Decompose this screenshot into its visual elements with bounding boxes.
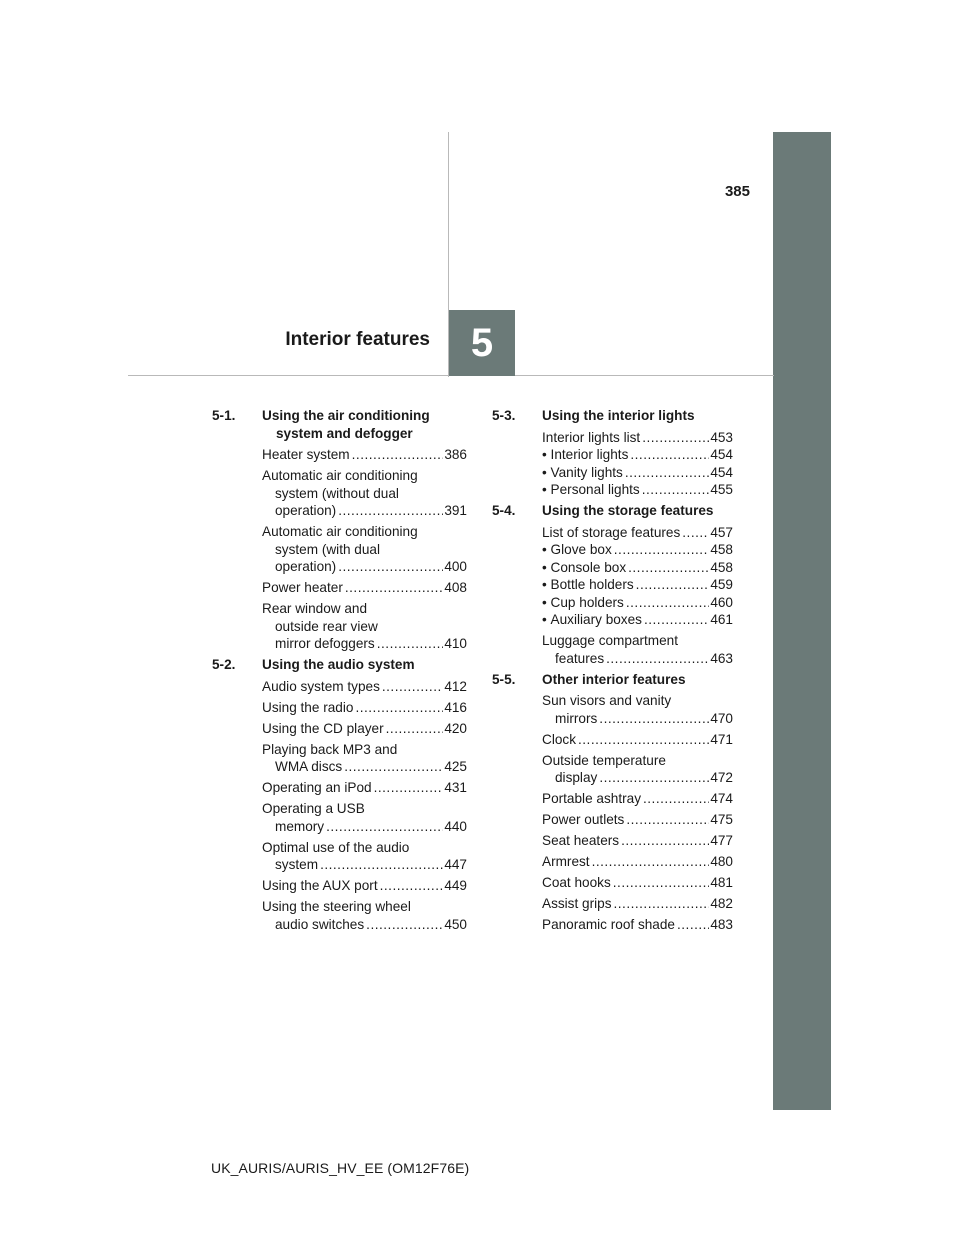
toc-entry-label: • Glove box [542, 541, 612, 559]
toc-entry-label: operation) [275, 503, 337, 518]
toc-entry-row [542, 481, 733, 499]
toc-leader-dots [382, 678, 443, 696]
toc-section-heading [492, 407, 733, 425]
toc-section-number: 5-3. [492, 408, 516, 423]
toc-leader-dots [614, 895, 710, 913]
toc-entry-page: 454 [710, 447, 733, 462]
toc-leader-dots [626, 811, 709, 829]
toc-entry-row [262, 720, 467, 738]
chapter-title: Interior features [285, 329, 430, 350]
toc-entry[interactable] [542, 594, 733, 612]
toc-entry-row [262, 916, 467, 934]
toc-entry[interactable] [262, 579, 467, 597]
toc-entry-row [542, 832, 733, 850]
toc-entry-label: Panoramic roof shade [542, 917, 675, 932]
toc-entry[interactable] [542, 524, 733, 542]
toc-entry-text-line: system (without dual [275, 485, 399, 501]
toc-leader-dots [377, 635, 444, 653]
toc-section-heading [212, 656, 467, 674]
toc-entry[interactable] [262, 467, 467, 520]
toc-entry-row [542, 731, 733, 749]
toc-entry-page: 483 [710, 917, 733, 932]
toc-leader-dots [628, 559, 709, 577]
toc-entry-page: 425 [444, 759, 467, 774]
toc-leader-dots [644, 611, 709, 629]
toc-leader-dots [642, 481, 710, 499]
toc-section-title-line: system and defogger [276, 425, 413, 441]
toc-entry-label: display [555, 770, 598, 785]
toc-entry-row [542, 769, 733, 787]
toc-section-heading [492, 671, 733, 689]
toc-entry-page: 450 [444, 916, 467, 932]
toc-entry-row [542, 916, 733, 934]
toc-entry-page: 458 [710, 559, 733, 575]
toc-entry[interactable] [262, 523, 467, 576]
toc-entry[interactable] [542, 446, 733, 464]
toc-section [212, 656, 467, 933]
toc-entry[interactable] [262, 877, 467, 895]
toc-entry-text-line: outside rear view [275, 618, 378, 634]
toc-leader-dots [352, 446, 444, 464]
toc-section-title-line: Using the interior lights [542, 408, 695, 423]
footer-model-code: UK_AURIS/AURIS_HV_EE (OM12F76E) [211, 1160, 470, 1176]
toc-leader-dots [344, 758, 443, 776]
toc-entry-label: audio switches [275, 916, 365, 932]
toc-entry-label: Using the CD player [262, 720, 384, 736]
toc-leader-dots [625, 464, 709, 482]
toc-entry[interactable] [542, 481, 733, 499]
toc-entry-row [262, 558, 467, 576]
toc-entry[interactable] [542, 429, 733, 447]
toc-entry-row [542, 446, 733, 464]
toc-leader-dots [578, 731, 709, 749]
toc-entry-page: 459 [710, 577, 733, 592]
toc-entry-label: mirrors [555, 710, 598, 726]
toc-entry-page: 412 [444, 678, 467, 694]
toc-entry-text-line: Operating a USB [262, 801, 365, 816]
toc-entry-label: Coat hooks [542, 875, 611, 890]
toc-leader-dots [682, 524, 709, 542]
toc-entry[interactable] [542, 576, 733, 594]
toc-entry-page: 440 [444, 818, 467, 834]
chapter-number: 5 [470, 320, 494, 365]
toc-entry[interactable] [542, 731, 733, 749]
toc-entry-page: 447 [444, 857, 467, 872]
toc-entry[interactable] [262, 779, 467, 797]
toc-entry[interactable] [262, 839, 467, 874]
toc-entry[interactable] [262, 800, 467, 835]
toc-entry-page: 416 [444, 699, 467, 715]
toc-entry-text-line: Automatic air conditioning [262, 524, 418, 539]
toc-entry-row [262, 699, 467, 717]
toc-entry-page: 461 [710, 612, 733, 627]
toc-section-title-line: Using the audio system [262, 657, 415, 672]
toc-entry-page: 391 [444, 503, 467, 518]
toc-entry-label: Armrest [542, 854, 590, 869]
toc-section [492, 407, 733, 499]
toc-entry-label: Assist grips [542, 896, 612, 911]
toc-entry-label: memory [275, 818, 325, 834]
toc-leader-dots [614, 541, 710, 559]
toc-leader-dots [592, 853, 710, 871]
toc-entry-row [262, 635, 467, 653]
toc-entry-row [542, 576, 733, 594]
toc-entry-page: 457 [710, 524, 733, 540]
toc-entry[interactable] [262, 678, 467, 696]
toc-section-title-line: Using the air conditioning [262, 408, 430, 423]
toc-entry[interactable] [262, 446, 467, 464]
toc-entry-page: 458 [710, 542, 733, 557]
toc-section-title [262, 407, 467, 442]
toc-entry-row [262, 877, 467, 895]
toc-entry-page: 454 [710, 464, 733, 480]
toc-entry[interactable] [542, 464, 733, 482]
toc-entry[interactable] [262, 741, 467, 776]
toc-entry-label: Audio system types [262, 678, 380, 694]
toc-entry-label: List of storage features [542, 524, 681, 540]
toc-entry-text-line: Using the steering wheel [262, 899, 411, 914]
toc-entry-page: 408 [444, 580, 467, 595]
toc-entry-label: Using the AUX port [262, 878, 378, 893]
toc-entry-row [542, 524, 733, 542]
toc-entry-row [542, 611, 733, 629]
toc-entry-row [542, 710, 733, 728]
toc-leader-dots [643, 790, 709, 808]
toc-entry[interactable] [542, 611, 733, 629]
toc-section-title [542, 671, 733, 689]
toc-entry-text-line: Automatic air conditioning [262, 468, 418, 483]
toc-entry-row [542, 895, 733, 913]
toc-entry-label: system [275, 857, 319, 872]
toc-entry[interactable] [262, 898, 467, 933]
toc-section-number: 5-1. [212, 408, 236, 423]
toc-entry-text-line: system (with dual [275, 541, 381, 557]
toc-leader-dots [636, 576, 710, 594]
toc-entry[interactable] [542, 541, 733, 559]
toc-entry[interactable] [542, 752, 733, 787]
toc-entry-page: 482 [710, 896, 733, 911]
toc-entry[interactable] [262, 600, 467, 653]
toc-column-left [212, 407, 467, 937]
toc-entry-label: • Bottle holders [542, 576, 634, 594]
toc-entry-label: • Personal lights [542, 481, 640, 499]
toc-section-title [542, 407, 733, 425]
toc-leader-dots [338, 558, 443, 576]
toc-entry-label: operation) [275, 559, 337, 574]
toc-entry-label: • Console box [542, 559, 626, 577]
toc-entry-page: 477 [710, 833, 733, 848]
toc-entry-page: 480 [710, 854, 733, 869]
toc-entry-label: Power outlets [542, 812, 625, 827]
toc-entry-page: 475 [710, 812, 733, 827]
toc-entry-row [262, 758, 467, 776]
toc-entry-text-line: Optimal use of the audio [262, 839, 410, 855]
toc-leader-dots [326, 818, 443, 836]
toc-entry-label: Heater system [262, 447, 350, 462]
toc-entry-label: Seat heaters [542, 833, 620, 848]
toc-section [212, 407, 467, 653]
toc-entry-label: Portable ashtray [542, 791, 641, 806]
toc-entry-label: Operating an iPod [262, 780, 372, 795]
toc-section-title [262, 656, 467, 674]
toc-entry-row [542, 790, 733, 808]
toc-entry-row [262, 779, 467, 797]
toc-entry[interactable] [262, 699, 467, 717]
toc-entry-row [542, 559, 733, 577]
toc-entry-label: • Interior lights [542, 446, 628, 464]
toc-entry-text-line: Playing back MP3 and [262, 741, 398, 757]
toc-entry[interactable] [542, 832, 733, 850]
toc-leader-dots [599, 710, 709, 728]
toc-entry-row [542, 464, 733, 482]
toc-entry-label: Power heater [262, 580, 343, 595]
toc-entry-row [542, 541, 733, 559]
toc-entry[interactable] [542, 853, 733, 871]
toc-entry-label: features [555, 650, 605, 666]
toc-entry-page: 400 [444, 559, 467, 574]
toc-entry-page: 431 [444, 780, 467, 795]
toc-entry-page: 386 [444, 447, 467, 462]
toc-entry[interactable] [542, 874, 733, 892]
toc-section [492, 502, 733, 667]
chapter-number-badge [449, 310, 515, 376]
toc-leader-dots [677, 916, 709, 934]
toc-leader-dots [621, 832, 709, 850]
toc-entry-text-line: Outside temperature [542, 752, 666, 768]
toc-column-right [492, 407, 733, 937]
toc-entry[interactable] [542, 916, 733, 934]
toc-entry[interactable] [262, 720, 467, 738]
toc-entry-row [542, 594, 733, 612]
toc-entry-label: Clock [542, 731, 576, 747]
toc-leader-dots [626, 594, 709, 612]
toc-leader-dots [380, 877, 444, 895]
toc-section-heading [492, 502, 733, 520]
toc-leader-dots [374, 779, 444, 797]
toc-entry-label: • Auxiliary boxes [542, 611, 642, 629]
toc-entry-label: WMA discs [275, 759, 343, 774]
toc-leader-dots [630, 446, 709, 464]
toc-entry[interactable] [542, 632, 733, 667]
toc-entry[interactable] [542, 790, 733, 808]
toc-entry-row [262, 856, 467, 874]
toc-entry-page: 460 [710, 594, 733, 610]
toc-leader-dots [366, 916, 443, 934]
toc-entry-text-line: Rear window and [262, 601, 368, 616]
toc-leader-dots [606, 650, 709, 668]
toc-entry-text-line: Luggage compartment [542, 633, 679, 648]
chapter-side-tab [773, 132, 831, 1110]
toc-entry-label: Using the radio [262, 699, 354, 715]
toc-leader-dots [613, 874, 710, 892]
toc-entry-row [542, 853, 733, 871]
toc-section-title-line: Using the storage features [542, 503, 714, 518]
toc-entry-text-line: Sun visors and vanity [542, 693, 672, 708]
toc-entry-page: 481 [710, 875, 733, 890]
toc-leader-dots [642, 429, 709, 447]
toc-section-title-line: Other interior features [542, 671, 686, 687]
toc-entry-row [542, 811, 733, 829]
toc-entry-page: 449 [444, 878, 467, 893]
toc-entry[interactable] [542, 559, 733, 577]
toc-entry-page: 472 [710, 770, 733, 785]
toc-leader-dots [386, 720, 444, 738]
toc-entry-page: 470 [710, 710, 733, 726]
toc-entry-row [262, 502, 467, 520]
toc-entry-page: 471 [710, 731, 733, 747]
toc-entry-page: 420 [444, 720, 467, 736]
toc-entry-row [542, 874, 733, 892]
toc-entry-row [262, 818, 467, 836]
toc-leader-dots [345, 579, 443, 597]
toc-entry-page: 463 [710, 650, 733, 666]
toc-leader-dots [320, 856, 443, 874]
toc-section-number: 5-2. [212, 657, 236, 672]
toc-section-title [542, 502, 733, 520]
toc-entry-page: 453 [710, 429, 733, 445]
toc-entry-label: • Cup holders [542, 594, 624, 612]
toc-leader-dots [599, 769, 709, 787]
toc-entry[interactable] [542, 895, 733, 913]
page-number: 385 [724, 183, 750, 200]
toc-entry-row [262, 446, 467, 464]
toc-entry[interactable] [542, 811, 733, 829]
toc-entry-row [542, 650, 733, 668]
toc-section-number: 5-4. [492, 503, 516, 518]
toc-entry-label: Interior lights list [542, 429, 641, 445]
toc-entry-page: 455 [710, 482, 733, 497]
toc-entry-row [262, 678, 467, 696]
toc-section-heading [212, 407, 467, 442]
toc-entry[interactable] [542, 692, 733, 727]
toc-entry-row [542, 429, 733, 447]
toc-section-number: 5-5. [492, 671, 516, 687]
toc-section [492, 671, 733, 934]
toc-leader-dots [338, 502, 443, 520]
toc-entry-page: 474 [710, 791, 733, 806]
toc-entry-label: • Vanity lights [542, 464, 623, 482]
toc-entry-row [262, 579, 467, 597]
toc-leader-dots [355, 699, 443, 717]
toc-entry-page: 410 [444, 636, 467, 651]
toc-entry-label: mirror defoggers [275, 636, 375, 651]
